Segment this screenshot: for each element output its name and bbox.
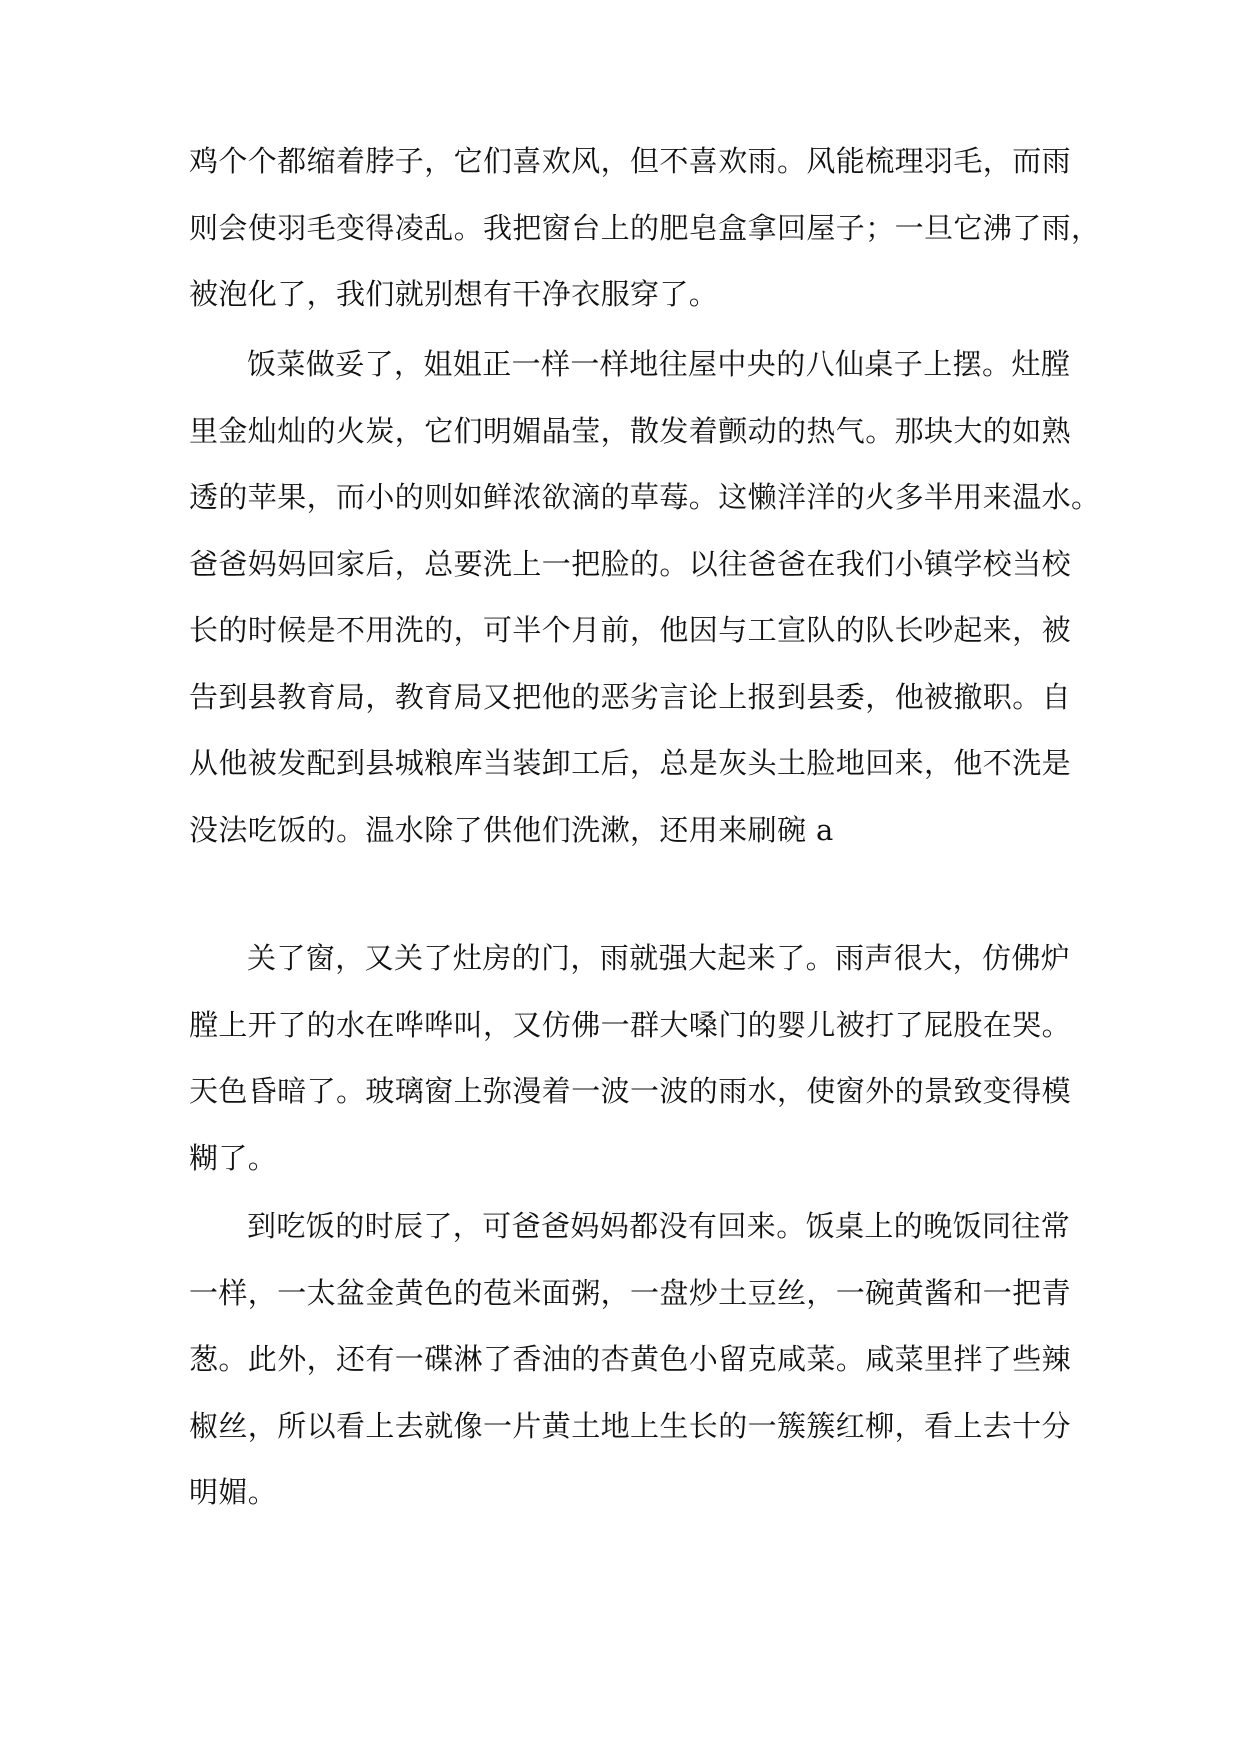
- text-line: 鸡个个都缩着脖子，它们喜欢风，但不喜欢雨。风能梳理羽毛，而雨: [189, 144, 1072, 178]
- text-line: 椒丝，所以看上去就像一片黄土地上生长的一簇簇红柳，看上去十分: [189, 1408, 1072, 1443]
- paragraph-4: [189, 1193, 1072, 1526]
- text-line: 从他被发配到县城粮库当装卸工后，总是灰头土脸地回来，他不洗是: [189, 746, 1072, 780]
- paragraph-2: [189, 331, 1101, 863]
- text-line: 被泡化了，我们就别想有干净衣服穿了。: [189, 277, 719, 311]
- text-line: 到吃饭的时辰了，可爸爸妈妈都没有回来。饭桌上的晚饭同往常: [247, 1209, 1071, 1243]
- text-line: 则会使羽毛变得凌乱。我把窗台上的肥皂盒拿回屋子；一旦它沸了雨，: [189, 210, 1101, 245]
- text-line: 天色昏暗了。玻璃窗上弥漫着一波一波的雨水，使窗外的景致变得模: [189, 1074, 1072, 1108]
- text-line: 里金灿灿的火炭，它们明媚晶莹，散发着颤动的热气。那块大的如熟: [189, 413, 1072, 448]
- text-line: 葱。此外，还有一碟淋了香油的杏黄色小留克咸菜。咸菜里拌了些辣: [189, 1342, 1072, 1376]
- text-line: 明媚。: [189, 1475, 278, 1509]
- text-line: 一样，一太盆金黄色的苞米面粥，一盘炒土豆丝，一碗黄酱和一把青: [189, 1275, 1072, 1310]
- text-line: 膛上开了的水在哗哗叫，又仿佛一群大嗓门的婴儿被打了屁股在哭。: [189, 1007, 1072, 1042]
- paragraph-3: [189, 925, 1072, 1191]
- text-line: 透的苹果，而小的则如鲜浓欲滴的草莓。这懒洋洋的火多半用来温水。: [189, 480, 1101, 514]
- text-line: 关了窗，又关了灶房的门，雨就强大起来了。雨声很大，仿佛炉: [247, 941, 1071, 975]
- text-line: 糊了。: [189, 1140, 278, 1175]
- text-line: 饭菜做妥了，姐姐正一样一样地往屋中央的八仙桌子上摆。灶膛: [247, 347, 1071, 381]
- text-line: 告到县教育局，教育局又把他的恶劣言论上报到县委，他被撤职。自: [189, 679, 1072, 714]
- text-line: 爸爸妈妈回家后，总要洗上一把脸的。以往爸爸在我们小镇学校当校: [189, 546, 1072, 581]
- text-line: 没法吃饭的。温水除了供他们洗漱，还用来刷碗 a: [189, 812, 834, 847]
- paragraph-1: [189, 128, 1101, 328]
- text-line: 长的时候是不用洗的，可半个月前，他因与工宣队的队长吵起来，被: [189, 613, 1072, 647]
